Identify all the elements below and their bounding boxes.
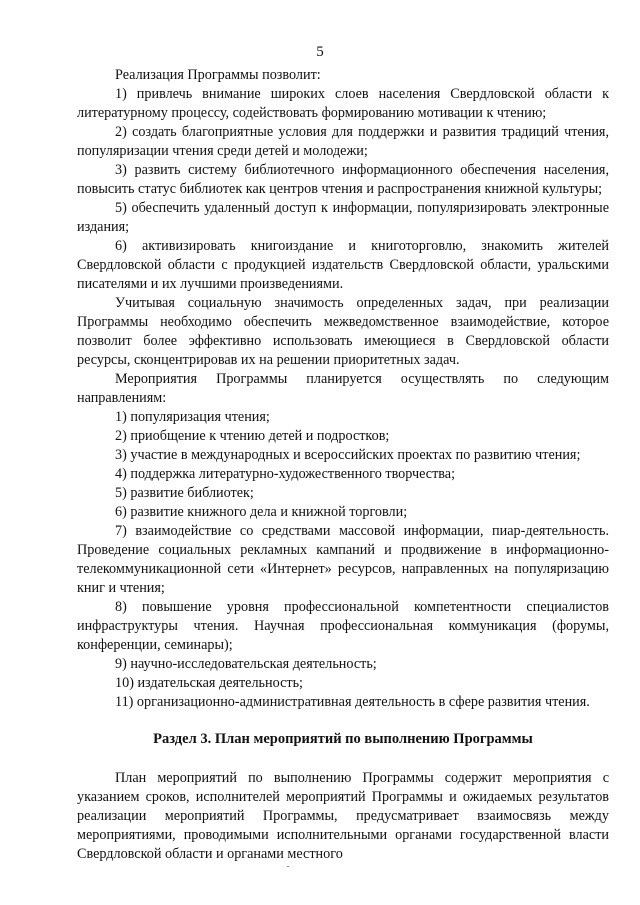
list-item: 1) популяризация чтения; [115,409,270,425]
paragraph: План мероприятий по выполнению Программы содержит мероприятия с указанием сроков, исполнителей мероприятий Программы и ожидаемых результатов реализации мероприятий Программы, предусматривает взаимосвязь между мероприятиями, проводимыми исполнительными органами государственной власти Свердловской области и органами местного [77,770,609,862]
list-item: 8) повышение уровня профессиональной компетентности специалистов инфраструктуры чтения. Научная профессиональная коммуникация (форумы, конференции, семинары); [77,599,609,653]
paragraph: Реализация Программы позволит: [115,67,321,83]
document-body [77,66,609,864]
list-item: 1) привлечь внимание широких слоев населения Свердловской области к литературному процессу, содействовать формированию мотивации к чтению; [77,86,609,121]
paragraph: Учитывая социальную значимость определенных задач, при реализации Программы необходимо обеспечить межведомственное взаимодействие, которое позволит более эффективно использовать имеющиеся в Свердловской области ресурсы, сконцентрировав их на решении приоритетных задач. [77,295,609,368]
list-item: 3) участие в международных и всероссийских проектах по развитию чтения; [115,447,581,463]
list-item: 6) активизировать книгоиздание и книготорговлю, знакомить жителей Свердловской области с продукцией издательств Свердловской области, уральскими писателями и их лучшими произведениями. [77,238,609,292]
list-item: 10) издательская деятельность; [115,675,303,691]
scan-speck [287,866,289,867]
list-item: 7) взаимодействие со средствами массовой информации, пиар-деятельность. Проведение социальных рекламных кампаний и продвижение в информационно-телекоммуникационной сети «Интернет» ресурсов, направленных на популяризацию книг и чтения; [77,523,609,596]
list-item: 11) организационно-административная деятельность в сфере развития чтения. [115,694,590,710]
list-item: 5) обеспечить удаленный доступ к информации, популяризировать электронные издания; [77,200,609,235]
list-item: 5) развитие библиотек; [115,485,254,501]
section-heading: Раздел 3. План мероприятий по выполнению Программы [153,731,533,747]
page-number: 5 [316,44,324,60]
list-item: 9) научно-исследовательская деятельность; [115,656,377,672]
paragraph: Мероприятия Программы планируется осуществлять по следующим направлениям: [77,371,609,406]
list-item: 3) развить систему библиотечного информационного обеспечения населения, повысить статус библиотек как центров чтения и распространения книжной культуры; [77,162,609,197]
list-item: 2) создать благоприятные условия для поддержки и развития традиций чтения, популяризации чтения среди детей и молодежи; [77,124,609,159]
list-item: 4) поддержка литературно-художественного творчества; [115,466,456,482]
list-item: 6) развитие книжного дела и книжной торговли; [115,504,408,520]
list-item: 2) приобщение к чтению детей и подростков; [115,428,390,444]
